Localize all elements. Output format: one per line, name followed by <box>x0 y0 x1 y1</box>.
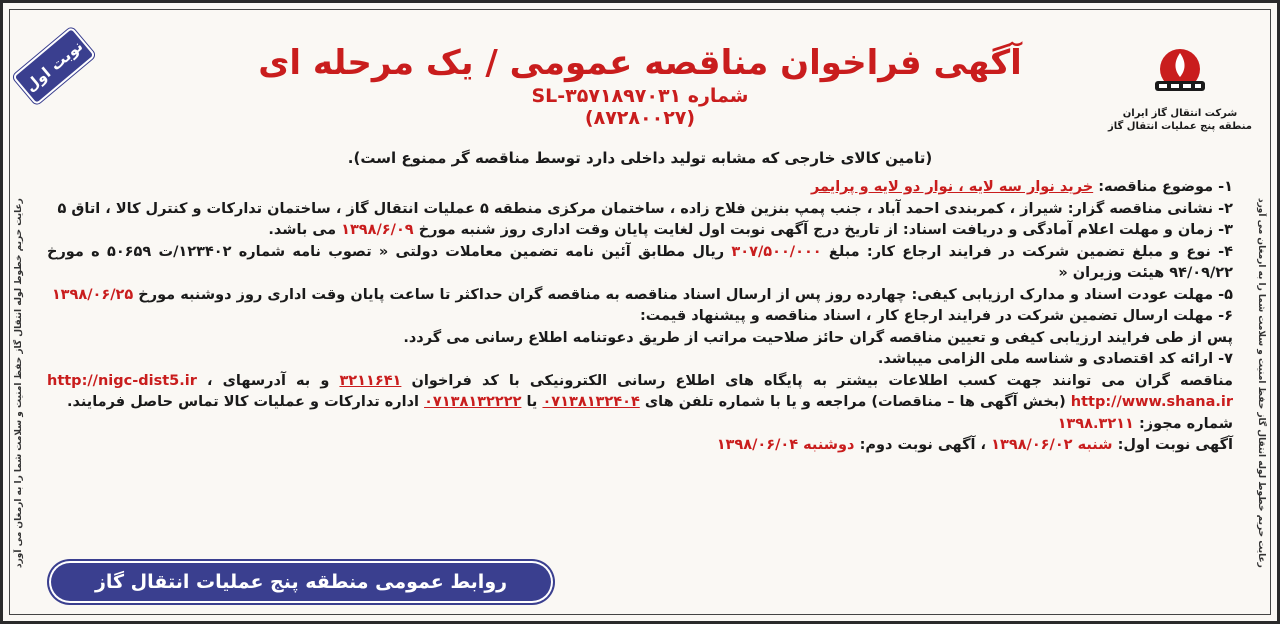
tender-code: ۳۲۱۱۶۴۱ <box>339 372 402 389</box>
first-round-ribbon: نوبت اول <box>15 29 94 103</box>
side-text-right: رعایت حریم خطوط لوله انتقال گاز حفظ امنیت و سلامت شما را به ارمغان می آورد <box>1256 198 1266 568</box>
tender-number <box>193 85 1087 107</box>
item-6-body: پس از طی فرایند ارزیابی کیفی و تعیین مناقصه گران حائز صلاحیت مراتب از طریق دعوتنامه اطلاع رسانی می گردد. <box>403 329 1233 346</box>
tender-number-alt: (۸۷۲۸۰۰۲۷) <box>584 107 696 129</box>
publish-line: آگهی نوبت اول: شنبه ۱۳۹۸/۰۶/۰۲ ، آگهی نوبت دوم: دوشنبه ۱۳۹۸/۰۶/۰۴ <box>716 437 1233 453</box>
company-logo-block <box>1105 43 1255 133</box>
region-name: منطقه پنج عملیات انتقال گاز <box>1108 121 1252 132</box>
deadline-date: ۱۳۹۸/۶/۰۹ <box>341 222 414 238</box>
phone-2: ۰۷۱۳۸۱۳۲۲۲۲ <box>424 394 522 410</box>
company-name: شرکت انتقال گاز ایران <box>1122 108 1238 119</box>
info-paragraph: مناقصه گران می توانند جهت کسب اطلاعات بیشتر به پایگاه های اطلاع رسانی الکترونیکی با کد فراخوان ۳۲۱۱۶۴۱ و به آدرسهای ، http://nigc-dist5.ir http://www.shana.ir (بخش آگهی ها – مناقصات) مراجعه و یا با شماره تلفن های ۰۷۱۳۸۱۳۲۴۰۴ یا ۰۷۱۳۸۱۳۲۲۲۲ اداره تدارکات و عملیات کالا تماس حاصل فرمایند. <box>47 372 1233 410</box>
guarantee-amount: ۳۰۷/۵۰۰/۰۰۰ <box>731 243 822 260</box>
item-1: ۱- موضوع مناقصه: خرید نوار سه لایه ، نوار دو لایه و پرایمر <box>811 179 1233 195</box>
side-text-left: رعایت حریم خطوط لوله انتقال گاز حفظ امنیت و سلامت شما را به ارمغان می آورد <box>14 198 24 568</box>
public-relations-footer: روابط عمومی منطقه پنج عملیات انتقال گاز <box>51 563 551 601</box>
notice-title: آگهی فراخوان مناقصه عمومی / یک مرحله ای <box>258 43 1022 83</box>
permit-line: شماره مجوز: ۱۳۹۸.۳۲۱۱ <box>1057 415 1233 432</box>
first-publish-date: شنبه ۱۳۹۸/۰۶/۰۲ <box>991 437 1113 453</box>
domestic-note: (تامین کالای خارجی که مشابه تولید داخلی دارد توسط مناقصه گر ممنوع است). <box>347 149 933 167</box>
url-nigc[interactable]: http://nigc-dist5.ir <box>47 372 197 389</box>
item-4: ۴- نوع و مبلغ تضمین شرکت در فرایند ارجاع کار: مبلغ ۳۰۷/۵۰۰/۰۰۰ ریال مطابق آئین نامه تضمین معاملات دولتی « تصوب نامه شماره ۱۲۳۴۰۲/ت ۵۰۶۵۹ ه مورخ ۹۴/۰۹/۲۲ هیئت وزیران « <box>47 243 1233 281</box>
url-shana[interactable]: http://www.shana.ir <box>1070 394 1233 410</box>
gas-company-logo-icon <box>1145 43 1215 103</box>
notice-body <box>47 177 1233 581</box>
tender-number-label: شماره <box>687 85 749 107</box>
phone-1: ۰۷۱۳۸۱۳۲۴۰۴ <box>542 394 640 410</box>
item-2: ۲- نشانی مناقصه گزار: شیراز ، کمربندی احمد آباد ، جنب پمپ بنزین فلاح زاده ، ساختمان مرکزی منطقه ۵ عملیات انتقال گاز ، ساختمان تدارکات و کنترل کالا ، اتاق ۵ <box>57 200 1233 217</box>
tender-subject: خرید نوار سه لایه ، نوار دو لایه و پرایمر <box>811 179 1094 195</box>
item-6-title: ۶- مهلت ارسال تضمین شرکت در فرایند ارجاع کار ، اسناد مناقصه و پیشنهاد قیمت: <box>639 308 1233 324</box>
item-7: ۷- ارائه کد اقتصادی و شناسه ملی الزامی میباشد. <box>877 351 1233 367</box>
item-5: ۵- مهلت عودت اسناد و مدارک ارزیابی کیفی: چهارده روز پس از ارسال اسناد مناقصه به مناقصه گران حداکثر تا ساعت پایان وقت اداری روز دوشنبه مورخ ۱۳۹۸/۰۶/۲۵ <box>51 286 1233 303</box>
second-publish-date: دوشنبه ۱۳۹۸/۰۶/۰۴ <box>716 437 855 453</box>
return-date: ۱۳۹۸/۰۶/۲۵ <box>51 286 134 303</box>
notice-header <box>193 41 1087 129</box>
permit-number: ۱۳۹۸.۳۲۱۱ <box>1057 415 1134 432</box>
item-3: ۳- زمان و مهلت اعلام آمادگی و دریافت اسناد: از تاریخ درج آگهی نوبت اول لغایت پایان وقت اداری روز شنبه مورخ ۱۳۹۸/۶/۰۹ می باشد. <box>268 222 1233 238</box>
tender-number-value: SL-۳۵۷۱۸۹۷۰۳۱ <box>531 85 682 107</box>
